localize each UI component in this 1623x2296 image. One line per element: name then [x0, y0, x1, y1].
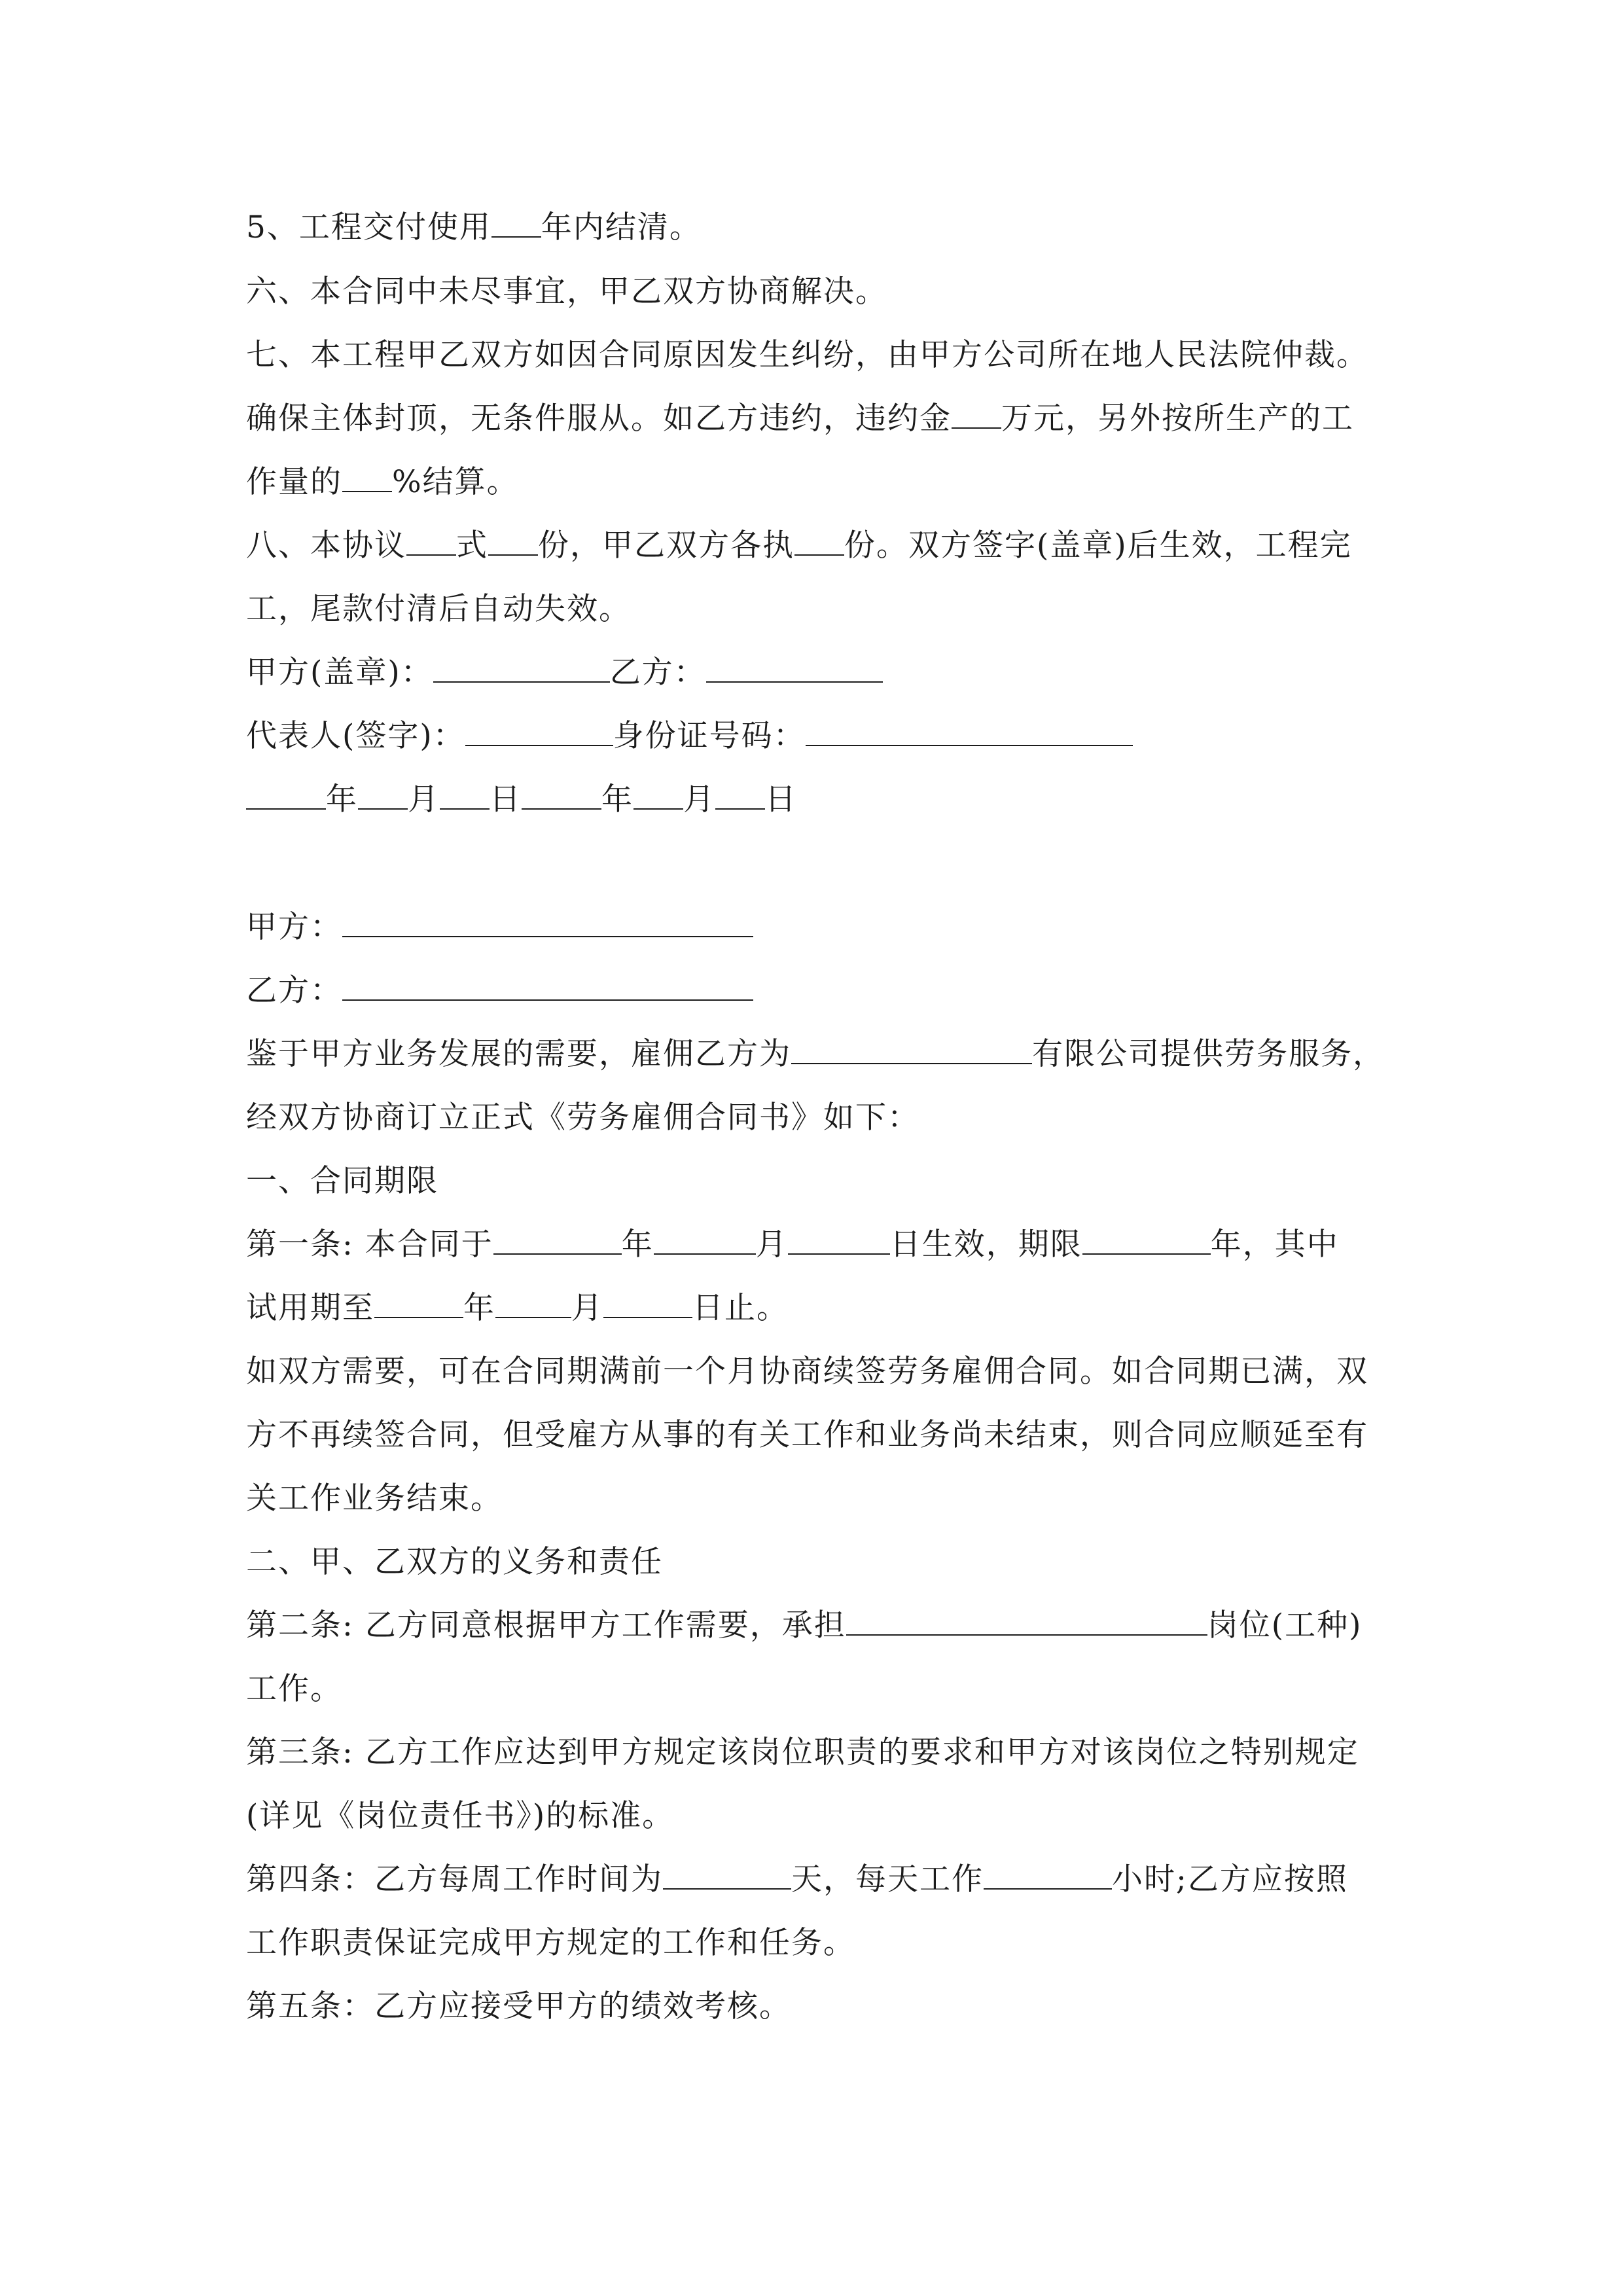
representative-line: 代表人(签字)： 身份证号码：: [246, 717, 1133, 756]
party-b-field[interactable]: [706, 654, 883, 683]
year-field[interactable]: [246, 781, 326, 810]
article-5-evaluation: 第五条：乙方应接受甲方的绩效考核。: [246, 1988, 791, 2024]
article-2-position: 第二条: 乙方同意根据甲方工作需要，承担 岗位(工种): [246, 1607, 1363, 1643]
preamble-line-2: 经双方协商订立正式《劳务雇佣合同书》如下：: [246, 1100, 919, 1136]
signature-seal-line: 甲方(盖章)： 乙方：: [246, 653, 883, 692]
renewal-paragraph-line-1: 如双方需要，可在合同期满前一个月协商续签劳务雇佣合同。如合同期已满，双: [246, 1354, 1368, 1390]
month-field[interactable]: [495, 1289, 571, 1318]
article-1-probation: 试用期至 年 月 日止。: [246, 1290, 789, 1326]
preamble-line-1: 鉴于甲方业务发展的需要，雇佣乙方为 有限公司提供劳务服务，: [246, 1036, 1385, 1072]
month-field[interactable]: [358, 781, 408, 810]
day-field[interactable]: [788, 1226, 890, 1255]
day-field[interactable]: [603, 1289, 692, 1318]
party-b-line: 乙方：: [246, 971, 753, 1011]
id-number-field[interactable]: [806, 717, 1133, 746]
section-2-heading: 二、甲、乙双方的义务和责任: [246, 1544, 663, 1580]
blank-field[interactable]: [952, 400, 1001, 429]
month-field[interactable]: [633, 781, 683, 810]
article-4-continued: 工作职责保证完成甲方规定的工作和任务。: [246, 1925, 855, 1961]
clause-5-payment: 5、工程交付使用 年内结清。: [246, 209, 702, 245]
year-field[interactable]: [493, 1226, 622, 1255]
article-3-continued: (详见《岗位责任书》)的标准。: [246, 1798, 675, 1834]
clause-6-unresolved-matters: 六、本合同中未尽事宜，甲乙双方协商解决。: [246, 274, 887, 310]
article-2-continued: 工作。: [246, 1671, 342, 1707]
article-3-standards: 第三条: 乙方工作应达到甲方规定该岗位职责的要求和甲方对该岗位之特别规定: [246, 1734, 1359, 1770]
party-a-seal-field[interactable]: [433, 654, 610, 683]
company-name-field[interactable]: [791, 1035, 1032, 1064]
hours-per-day-field[interactable]: [984, 1861, 1112, 1890]
renewal-paragraph-line-3: 关工作业务结束。: [246, 1480, 503, 1516]
clause-7-settlement: 作量的 %结算。: [246, 464, 519, 500]
section-1-heading: 一、合同期限: [246, 1163, 438, 1199]
article-4-hours: 第四条：乙方每周工作时间为 天，每天工作 小时;乙方应按照: [246, 1861, 1348, 1897]
clause-8-expiry: 工，尾款付清后自动失效。: [246, 591, 631, 627]
position-field[interactable]: [846, 1607, 1207, 1636]
party-b-name-field[interactable]: [342, 972, 753, 1001]
party-a-line: 甲方：: [246, 908, 753, 947]
term-years-field[interactable]: [1082, 1226, 1211, 1255]
blank-field[interactable]: [406, 527, 456, 556]
day-field[interactable]: [440, 781, 490, 810]
blank-field[interactable]: [491, 209, 541, 238]
clause-7-disputes: 七、本工程甲乙双方如因合同原因发生纠纷，由甲方公司所在地人民法院仲裁。: [246, 337, 1368, 373]
clause-8-copies: 八、本协议 式 份，甲乙双方各执 份。双方签字(盖章)后生效，工程完: [246, 528, 1352, 564]
party-a-name-field[interactable]: [342, 908, 753, 937]
article-1-term: 第一条: 本合同于 年 月 日生效，期限 年，其中: [246, 1227, 1339, 1263]
days-per-week-field[interactable]: [663, 1861, 791, 1890]
representative-signature-field[interactable]: [465, 717, 613, 746]
blank-field[interactable]: [488, 527, 538, 556]
blank-field[interactable]: [342, 463, 392, 492]
renewal-paragraph-line-2: 方不再续签合同，但受雇方从事的有关工作和业务尚未结束，则合同应顺延至有: [246, 1417, 1368, 1453]
clause-7-penalty: 确保主体封顶，无条件服从。如乙方违约，违约金 万元，另外按所生产的工: [246, 401, 1354, 437]
blank-field[interactable]: [794, 527, 844, 556]
signing-dates: 年 月 日 年 月 日: [246, 780, 797, 819]
year-field[interactable]: [522, 781, 601, 810]
day-field[interactable]: [715, 781, 765, 810]
month-field[interactable]: [654, 1226, 756, 1255]
year-field[interactable]: [374, 1289, 463, 1318]
